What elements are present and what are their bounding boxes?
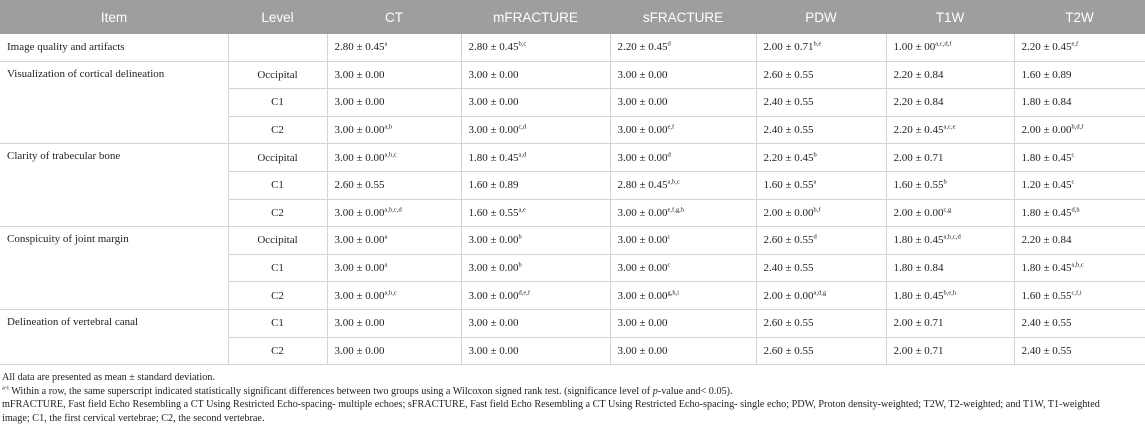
value-superscript: b: [518, 261, 522, 269]
item-cell: Conspicuity of joint margin: [0, 227, 228, 310]
value-text: 3.00 ± 0.00: [468, 344, 519, 357]
value-cell: [327, 34, 461, 61]
value-cell: [461, 254, 610, 282]
value-cell: [756, 282, 886, 310]
value-cell: [886, 254, 1014, 282]
header-pdw: PDW: [756, 0, 886, 34]
value-text: 3.00 ± 0.00: [468, 96, 519, 109]
value-superscript: c: [667, 233, 671, 241]
value-text: 2.80 ± 0.45: [617, 179, 668, 192]
value-superscript: e,f: [667, 123, 675, 131]
value-text: 1.60 ± 0.89: [468, 179, 519, 192]
value-text: 3.00 ± 0.00: [468, 317, 519, 330]
table-row: [0, 61, 1145, 89]
level-cell: C2: [228, 199, 327, 227]
value-text: 2.00 ± 0.00: [763, 206, 814, 219]
level-cell: C1: [228, 171, 327, 199]
value-superscript: g,h,i: [667, 288, 680, 296]
value-text: 2.40 ± 0.55: [1021, 317, 1072, 330]
level-cell: C1: [228, 89, 327, 117]
footnote-text-a: Within a row, the same superscript indicated statistically significant differences between two groups using a Wilcoxon signed rank test. (significance level of: [8, 385, 653, 397]
value-cell: [327, 89, 461, 117]
value-superscript: a,b: [384, 123, 393, 131]
value-superscript: a,b,c: [1071, 261, 1084, 269]
value-cell: [1014, 309, 1145, 337]
level-cell: C2: [228, 282, 327, 310]
value-text: 1.80 ± 0.45: [893, 234, 944, 247]
value-text: 1.60 ± 0.55: [763, 179, 814, 192]
value-text: 3.00 ± 0.00: [617, 151, 668, 164]
value-cell: [886, 227, 1014, 255]
value-cell: [886, 116, 1014, 144]
value-text: 2.20 ± 0.45: [893, 124, 944, 137]
value-superscript: b,c: [518, 40, 527, 48]
value-text: 3.00 ± 0.00: [468, 234, 519, 247]
value-cell: [327, 171, 461, 199]
value-superscript: e,f: [1071, 40, 1079, 48]
value-superscript: d: [667, 40, 671, 48]
value-text: 1.80 ± 0.45: [468, 151, 519, 164]
value-cell: [756, 89, 886, 117]
value-superscript: a: [813, 178, 817, 186]
value-text: 1.80 ± 0.84: [1021, 96, 1072, 109]
value-text: 2.20 ± 0.45: [617, 41, 668, 54]
value-text: 3.00 ± 0.00: [334, 234, 385, 247]
value-cell: [1014, 34, 1145, 61]
value-superscript: e,f,g,h: [667, 206, 684, 214]
value-superscript: d: [667, 151, 671, 159]
value-text: 2.20 ± 0.84: [1021, 234, 1072, 247]
value-superscript: b,e,h: [943, 288, 957, 296]
value-cell: [886, 61, 1014, 89]
value-superscript: b: [813, 151, 817, 159]
value-superscript: c,f,i: [1071, 288, 1082, 296]
value-text: 3.00 ± 0.00: [617, 234, 668, 247]
value-cell: [461, 144, 610, 172]
value-text: 3.00 ± 0.00: [334, 96, 385, 109]
value-text: 1.60 ± 0.55: [1021, 289, 1072, 302]
value-cell: [756, 171, 886, 199]
footnote-superscripts: [2, 385, 1145, 399]
value-cell: [756, 227, 886, 255]
value-text: 1.80 ± 0.45: [1021, 206, 1072, 219]
value-text: 1.60 ± 0.55: [468, 206, 519, 219]
value-superscript: c,g: [943, 206, 952, 214]
footnote-p-italic: p: [652, 385, 658, 397]
value-cell: [886, 144, 1014, 172]
value-superscript: d: [813, 233, 817, 241]
value-cell: [461, 34, 610, 61]
value-text: 3.00 ± 0.00: [468, 124, 519, 137]
value-text: 2.40 ± 0.55: [763, 262, 814, 275]
value-text: 2.00 ± 0.71: [893, 344, 944, 357]
value-text: 2.20 ± 0.45: [1021, 41, 1072, 54]
value-text: 3.00 ± 0.00: [617, 344, 668, 357]
value-cell: [756, 116, 886, 144]
value-cell: [461, 282, 610, 310]
value-superscript: a: [384, 40, 388, 48]
value-superscript: a: [384, 261, 388, 269]
value-cell: [756, 144, 886, 172]
value-text: 3.00 ± 0.00: [334, 344, 385, 357]
value-superscript: a,d: [518, 151, 527, 159]
header-level: Level: [228, 0, 327, 34]
value-text: 1.60 ± 0.89: [1021, 68, 1072, 81]
value-superscript: c: [1071, 178, 1075, 186]
value-cell: [461, 227, 610, 255]
item-cell: Clarity of trabecular bone: [0, 144, 228, 227]
value-cell: [1014, 144, 1145, 172]
value-superscript: a: [384, 233, 388, 241]
value-cell: [886, 282, 1014, 310]
header-t1w: T1W: [886, 0, 1014, 34]
value-text: 2.40 ± 0.55: [1021, 344, 1072, 357]
value-text: 2.80 ± 0.45: [334, 41, 385, 54]
item-cell: Delineation of vertebral canal: [0, 309, 228, 364]
value-text: 2.60 ± 0.55: [763, 68, 814, 81]
value-text: 2.80 ± 0.45: [468, 41, 519, 54]
value-text: 3.00 ± 0.00: [617, 262, 668, 275]
value-superscript: c,d: [518, 123, 527, 131]
value-cell: [327, 337, 461, 365]
value-cell: [886, 89, 1014, 117]
value-text: 3.00 ± 0.00: [334, 151, 385, 164]
value-cell: [461, 61, 610, 89]
value-cell: [610, 199, 756, 227]
value-superscript: b: [518, 233, 522, 241]
level-cell: Occipital: [228, 61, 327, 89]
value-text: 1.20 ± 0.45: [1021, 179, 1072, 192]
value-cell: [886, 337, 1014, 365]
value-text: 2.00 ± 0.71: [763, 41, 814, 54]
value-cell: [1014, 171, 1145, 199]
value-cell: [461, 116, 610, 144]
value-cell: [756, 34, 886, 61]
value-cell: [327, 116, 461, 144]
value-text: 3.00 ± 0.00: [334, 317, 385, 330]
value-cell: [327, 227, 461, 255]
value-text: 2.00 ± 0.71: [893, 151, 944, 164]
value-text: 1.80 ± 0.45: [893, 289, 944, 302]
value-cell: [1014, 61, 1145, 89]
value-text: 2.60 ± 0.55: [763, 317, 814, 330]
header-row: [0, 0, 1145, 34]
value-cell: [610, 337, 756, 365]
value-text: 3.00 ± 0.00: [334, 124, 385, 137]
table-row: [0, 309, 1145, 337]
value-cell: [1014, 337, 1145, 365]
footnote-text-b: -value and< 0.05).: [657, 385, 733, 397]
header-t2w: T2W: [1014, 0, 1145, 34]
value-superscript: a,d,g: [813, 288, 827, 296]
level-cell: Occipital: [228, 144, 327, 172]
value-text: 2.20 ± 0.84: [893, 68, 944, 81]
value-text: 1.00 ± 00: [893, 41, 936, 54]
value-cell: [461, 89, 610, 117]
value-text: 3.00 ± 0.00: [617, 96, 668, 109]
value-cell: [610, 144, 756, 172]
value-cell: [461, 199, 610, 227]
value-text: 3.00 ± 0.00: [617, 289, 668, 302]
value-cell: [327, 144, 461, 172]
level-cell: Occipital: [228, 227, 327, 255]
value-superscript: a,b,c: [667, 178, 680, 186]
footnote-sup-marker: a-i: [2, 384, 9, 392]
value-text: 2.40 ± 0.55: [763, 124, 814, 137]
value-cell: [610, 89, 756, 117]
table-row: [0, 227, 1145, 255]
value-cell: [610, 282, 756, 310]
value-cell: [756, 61, 886, 89]
level-cell: C1: [228, 254, 327, 282]
item-cell: Visualization of cortical delineation: [0, 61, 228, 144]
value-text: 2.00 ± 0.71: [893, 317, 944, 330]
value-text: 2.00 ± 0.00: [893, 206, 944, 219]
value-superscript: a,e: [518, 206, 526, 214]
value-text: 3.00 ± 0.00: [334, 206, 385, 219]
table-row: [0, 144, 1145, 172]
value-text: 3.00 ± 0.00: [334, 262, 385, 275]
value-cell: [327, 199, 461, 227]
footnotes: [0, 365, 1145, 425]
value-cell: [610, 254, 756, 282]
value-superscript: a,b,c,d: [943, 233, 961, 241]
value-text: 1.60 ± 0.55: [893, 179, 944, 192]
level-cell: C2: [228, 116, 327, 144]
value-text: 2.60 ± 0.55: [334, 179, 385, 192]
value-text: 3.00 ± 0.00: [468, 262, 519, 275]
header-sfracture: sFRACTURE: [610, 0, 756, 34]
value-superscript: b,d,f: [1071, 123, 1084, 131]
header-item: Item: [0, 0, 228, 34]
value-text: 3.00 ± 0.00: [334, 68, 385, 81]
value-cell: [327, 309, 461, 337]
value-cell: [886, 199, 1014, 227]
value-cell: [1014, 199, 1145, 227]
value-text: 2.20 ± 0.45: [763, 151, 814, 164]
value-cell: [610, 34, 756, 61]
value-cell: [1014, 282, 1145, 310]
value-cell: [1014, 89, 1145, 117]
value-superscript: d,h: [1071, 206, 1080, 214]
value-superscript: a,b,c: [384, 288, 397, 296]
value-text: 3.00 ± 0.00: [617, 317, 668, 330]
value-cell: [1014, 116, 1145, 144]
value-cell: [610, 227, 756, 255]
value-cell: [610, 171, 756, 199]
table-row: [0, 34, 1145, 61]
header-mfracture: mFRACTURE: [461, 0, 610, 34]
value-superscript: b,f: [813, 206, 821, 214]
value-superscript: a,c,d,f: [935, 40, 952, 48]
table-body: [0, 34, 1145, 365]
value-cell: [756, 199, 886, 227]
value-text: 1.80 ± 0.45: [1021, 262, 1072, 275]
value-text: 2.20 ± 0.84: [893, 96, 944, 109]
value-text: 3.00 ± 0.00: [617, 68, 668, 81]
value-cell: [327, 254, 461, 282]
level-cell: C2: [228, 337, 327, 365]
value-text: 1.80 ± 0.84: [893, 262, 944, 275]
level-cell: [228, 34, 327, 61]
value-cell: [886, 309, 1014, 337]
value-cell: [610, 309, 756, 337]
value-text: 1.80 ± 0.45: [1021, 151, 1072, 164]
value-cell: [461, 309, 610, 337]
value-superscript: a,b,c,d: [384, 206, 402, 214]
value-cell: [886, 171, 1014, 199]
value-superscript: c: [667, 261, 671, 269]
value-cell: [886, 34, 1014, 61]
value-text: 2.60 ± 0.55: [763, 344, 814, 357]
value-cell: [327, 282, 461, 310]
value-cell: [756, 337, 886, 365]
value-text: 2.40 ± 0.55: [763, 96, 814, 109]
value-text: 2.00 ± 0.00: [1021, 124, 1072, 137]
item-cell: Image quality and artifacts: [0, 34, 228, 61]
value-cell: [327, 61, 461, 89]
value-superscript: a,c,e: [943, 123, 956, 131]
level-cell: C1: [228, 309, 327, 337]
value-text: 3.00 ± 0.00: [617, 124, 668, 137]
value-text: 3.00 ± 0.00: [334, 289, 385, 302]
value-text: 2.60 ± 0.55: [763, 234, 814, 247]
value-cell: [756, 309, 886, 337]
value-superscript: c: [1071, 151, 1075, 159]
value-text: 3.00 ± 0.00: [468, 289, 519, 302]
value-superscript: b,e: [813, 40, 822, 48]
footnote-abbreviations: mFRACTURE, Fast field Echo Resembling a CT Using Restricted Echo-spacing- multiple echoes; sFRACTURE, Fast field Echo Resembling a CT Using Restricted Echo-spacing- single echo; PDW, Proton density-weighted; T2W, T2-weighted; and T1W, T1-weighted: [2, 399, 1100, 411]
footnote-abbreviations-cont: image; C1, the first cervical vertebrae; C2, the second vertebrae.: [2, 412, 265, 424]
value-superscript: b: [943, 178, 947, 186]
value-superscript: a,b,c: [384, 151, 397, 159]
value-text: 3.00 ± 0.00: [468, 68, 519, 81]
value-text: 3.00 ± 0.00: [617, 206, 668, 219]
footnote-data-presentation: All data are presented as mean ± standard deviation.: [2, 372, 215, 384]
value-cell: [461, 171, 610, 199]
value-cell: [1014, 254, 1145, 282]
value-cell: [461, 337, 610, 365]
value-cell: [610, 61, 756, 89]
value-text: 2.00 ± 0.00: [763, 289, 814, 302]
value-cell: [610, 116, 756, 144]
value-cell: [1014, 227, 1145, 255]
value-cell: [756, 254, 886, 282]
value-superscript: d,e,f: [518, 288, 531, 296]
header-ct: CT: [327, 0, 461, 34]
